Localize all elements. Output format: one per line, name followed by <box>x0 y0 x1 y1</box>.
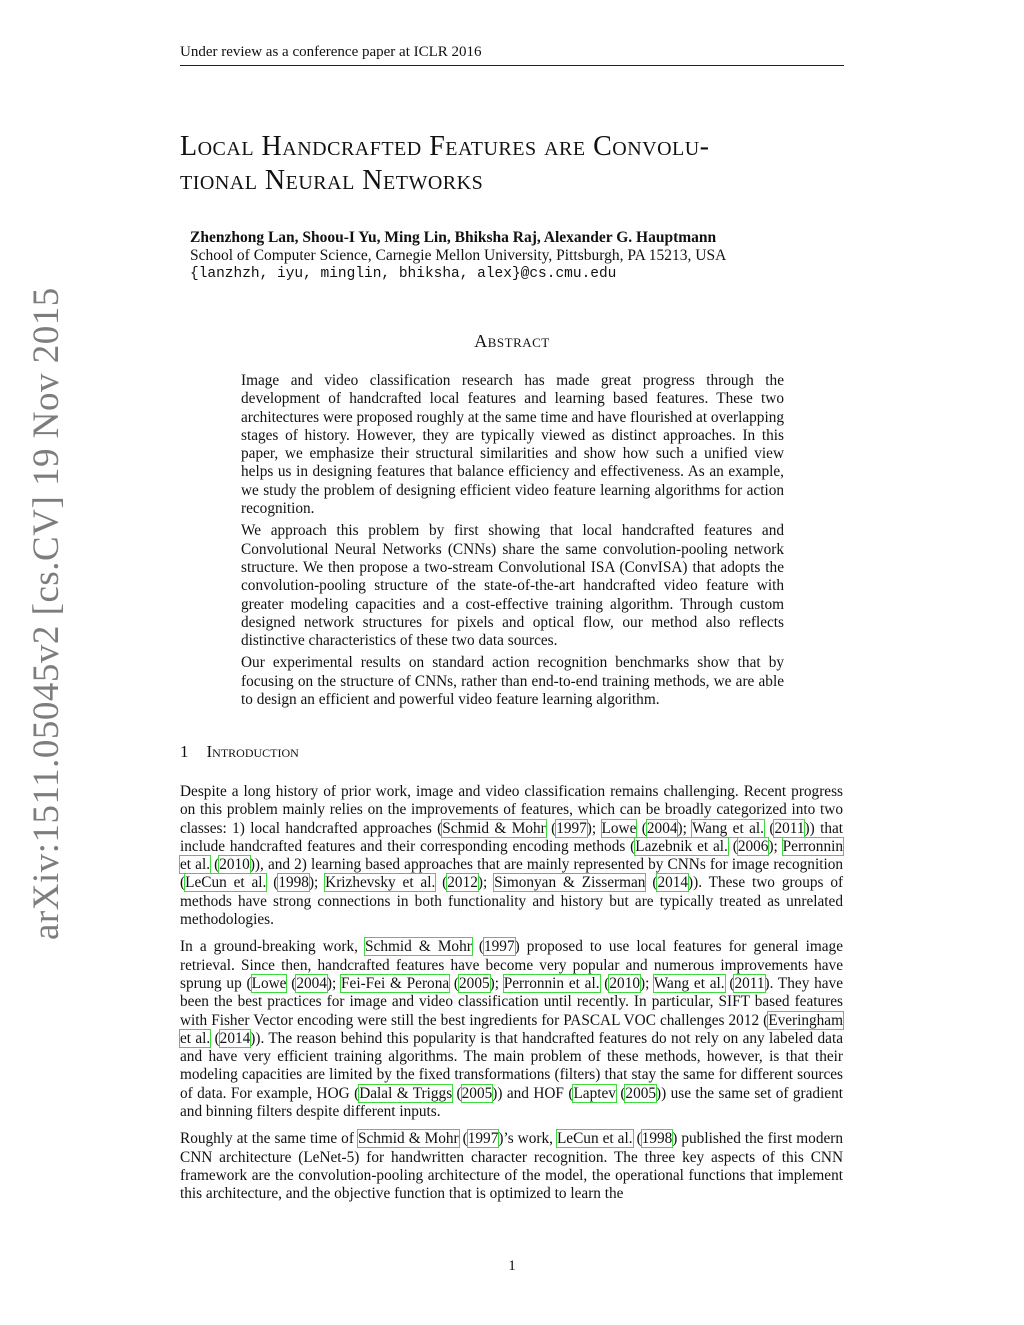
citation-link[interactable]: 2006 <box>737 837 769 855</box>
text-run: ); <box>308 874 326 892</box>
text-run: ( <box>471 938 484 956</box>
text-run: ); <box>677 819 692 837</box>
citation-link[interactable]: Perronnin et al. <box>180 837 844 874</box>
citation-link[interactable]: Lowe <box>251 974 287 992</box>
citation-link[interactable]: Schmid & Mohr <box>442 819 546 837</box>
author-block <box>190 229 850 283</box>
citation-link[interactable]: 2005 <box>461 1084 493 1102</box>
citation-link[interactable]: 1998 <box>641 1130 673 1148</box>
abstract-paragraph: We approach this problem by first showing that local handcrafted features and Convolutional Neural Networks (CNNs) share the same convolution-pooling network structure. We then propose a two-stream Convolutional ISA (ConvISA) that adopts the convolution-pooling structure of the state-of-the-art handcrafted video feature with greater modeling capacities and a cost-effective training algorithm. Through custom designed network structures for pixels and optical flow, our method also reflects distinctive characteristics of these two data sources. <box>241 522 784 650</box>
citation-link[interactable]: 1997 <box>556 819 587 837</box>
author-names: Zhenzhong Lan, Shoou-I Yu, Ming Lin, Bhiksha Raj, Alexander G. Hauptmann <box>190 229 717 246</box>
abstract-paragraph: Image and video classification research has made great progress through the development of handcrafted local features and learning based features. These two architectures were proposed roughly at the same time and have flourished at overlapping stages of history. However, they are typically viewed as distinct approaches. In this paper, we emphasize their structural similarities and show how such a unified view helps us in designing features that balance efficiency and effectiveness. As an example, we study the problem of designing efficient video feature learning algorithms for action recognition. <box>241 372 784 518</box>
text-run: ); <box>489 974 504 992</box>
text-run: ). They have been the best practices for image and video classification until recently. In particular, SIFT based features with Fisher Vector encoding were still the best ingredients for PASCAL VOC challenges 2012 ( <box>180 974 843 1029</box>
text-run: ( <box>286 974 297 992</box>
text-run: Roughly at the same time of <box>180 1130 358 1148</box>
text-run: ); <box>477 874 495 892</box>
page-number: 1 <box>508 1258 516 1274</box>
text-run: ); <box>586 819 602 837</box>
text-run: ) published the first modern CNN architecture (LeNet-5) for handwritten character recognition. The three key aspects of this CNN framework are the convolution-pooling architecture of the model, the operational functions that implement this architecture, and the objective function that is optimized to learn the <box>180 1130 843 1203</box>
title-line-1: Local Handcrafted Features are Convolu- <box>180 131 710 162</box>
text-run: )). The reason behind this popularity is that handcrafted features do not rely on any labeled data and have very efficient training algorithms. The main problem of these methods, however, is that their modeling capacities are limited by the fixed transformations (filters) that stay the same for different sources of data. For example, HOG ( <box>180 1029 843 1102</box>
citation-link[interactable]: 2010 <box>609 974 640 992</box>
citation-link[interactable]: Krizhevsky et al. <box>325 874 436 892</box>
author-affiliation: School of Computer Science, Carnegie Mellon University, Pittsburgh, PA 15213, USA <box>190 247 727 264</box>
paper-title <box>180 130 870 198</box>
citation-link[interactable]: 1997 <box>484 938 515 956</box>
citation-link[interactable]: LeCun et al. <box>556 1130 633 1148</box>
citation-link[interactable]: 2011 <box>774 819 805 837</box>
text-run: )’s work, <box>498 1130 557 1148</box>
text-run: ); <box>768 837 783 855</box>
citation-link[interactable]: 1998 <box>278 874 309 892</box>
text-run: ( <box>435 874 448 892</box>
citation-link[interactable]: 2004 <box>646 819 678 837</box>
citation-link[interactable]: 2014 <box>657 874 689 892</box>
section-number: 1 <box>180 742 189 761</box>
citation-link[interactable]: 1997 <box>467 1130 499 1148</box>
citation-link[interactable]: Lazebnik et al. <box>635 837 728 855</box>
text-run: )) use the same set of gradient and binning filters despite different inputs. <box>180 1084 843 1121</box>
text-run: ( <box>632 1130 642 1148</box>
text-run: ( <box>210 1029 220 1047</box>
text-run: ( <box>458 1130 468 1148</box>
text-run: Despite a long history of prior work, image and video classification remains challenging. Recent progress on this problem mainly relies on the improvements of features, which can be broadly categorized into two classes: 1) local handcrafted approaches ( <box>180 783 843 837</box>
citation-link[interactable]: 2005 <box>459 974 490 992</box>
arxiv-identifier-stamp[interactable]: arXiv:1511.05045v2 [cs.CV] 19 Nov 2015 <box>26 287 67 940</box>
citation-link[interactable]: 2014 <box>219 1029 251 1047</box>
citation-link[interactable]: 2012 <box>447 874 478 892</box>
abstract-heading: Abstract <box>474 331 550 351</box>
citation-link[interactable]: 2010 <box>219 856 250 874</box>
text-run: ); <box>640 974 654 992</box>
author-emails: {lanzhzh, iyu, minglin, bhiksha, alex}@cs.cmu.edu <box>190 266 617 282</box>
text-run: ( <box>724 974 735 992</box>
citation-link[interactable]: 2004 <box>296 974 327 992</box>
text-run: ( <box>545 819 557 837</box>
citation-link[interactable]: Perronnin et al. <box>503 974 600 992</box>
text-run: In a ground-breaking work, <box>180 938 366 956</box>
citation-link[interactable]: Everingham et al. <box>180 1011 843 1047</box>
section-heading-introduction <box>180 742 299 762</box>
text-run: )) and HOF ( <box>492 1084 574 1102</box>
text-run: ( <box>615 1084 626 1102</box>
section-title: Introduction <box>206 742 299 761</box>
text-run: ( <box>636 819 647 837</box>
text-run: ( <box>599 974 610 992</box>
text-run: ( <box>266 874 279 892</box>
citation-link[interactable]: Fei-Fei & Perona <box>341 974 450 992</box>
text-run: )). These two groups of methods have strong connections in both functionality and history but are typically treated as unrelated methodologies. <box>180 874 844 929</box>
citation-link[interactable]: Schmid & Mohr <box>365 938 472 956</box>
text-run: ) proposed to use local features for general image retrieval. Since then, handcrafted features have become very popular and numerous improvements have sprung up ( <box>180 938 843 992</box>
abstract-body <box>241 372 784 713</box>
introduction-body <box>180 783 843 1213</box>
citation-link[interactable]: Dalal & Triggs <box>359 1084 453 1102</box>
abstract-paragraph: Our experimental results on standard action recognition benchmarks show that by focusing on the structure of CNNs, rather than end-to-end training methods, we are able to design an efficient and powerful video feature learning algorithm. <box>241 654 784 709</box>
text-run: ( <box>452 1084 462 1102</box>
citation-link[interactable]: Wang et al. <box>691 819 764 837</box>
text-run: ( <box>449 974 460 992</box>
citation-link[interactable]: LeCun et al. <box>185 874 267 892</box>
text-run: )) that include handcrafted features and their corresponding encoding methods ( <box>180 819 844 855</box>
intro-paragraph-1 <box>180 783 843 929</box>
citation-link[interactable]: Simonyan & Zisserman <box>494 874 646 892</box>
intro-paragraph-3 <box>180 1130 843 1203</box>
running-header: Under review as a conference paper at ICLR 2016 <box>180 44 844 66</box>
citation-link[interactable]: Laptev <box>573 1084 616 1102</box>
text-run: ); <box>326 974 342 992</box>
citation-link[interactable]: 2011 <box>734 974 765 992</box>
title-line-2: tional Neural Networks <box>180 165 484 196</box>
text-run: )), and 2) learning based approaches that are mainly represented by CNNs for image recognition ( <box>180 856 844 892</box>
citation-link[interactable]: Wang et al. <box>653 974 725 992</box>
text-run: ( <box>645 874 658 892</box>
intro-paragraph-2 <box>180 938 843 1121</box>
citation-link[interactable]: 2005 <box>625 1084 657 1102</box>
citation-link[interactable]: Schmid & Mohr <box>357 1130 459 1148</box>
text-run: ( <box>763 819 775 837</box>
text-run: ( <box>727 837 738 855</box>
text-run: ( <box>210 856 220 874</box>
citation-link[interactable]: Lowe <box>601 819 637 837</box>
